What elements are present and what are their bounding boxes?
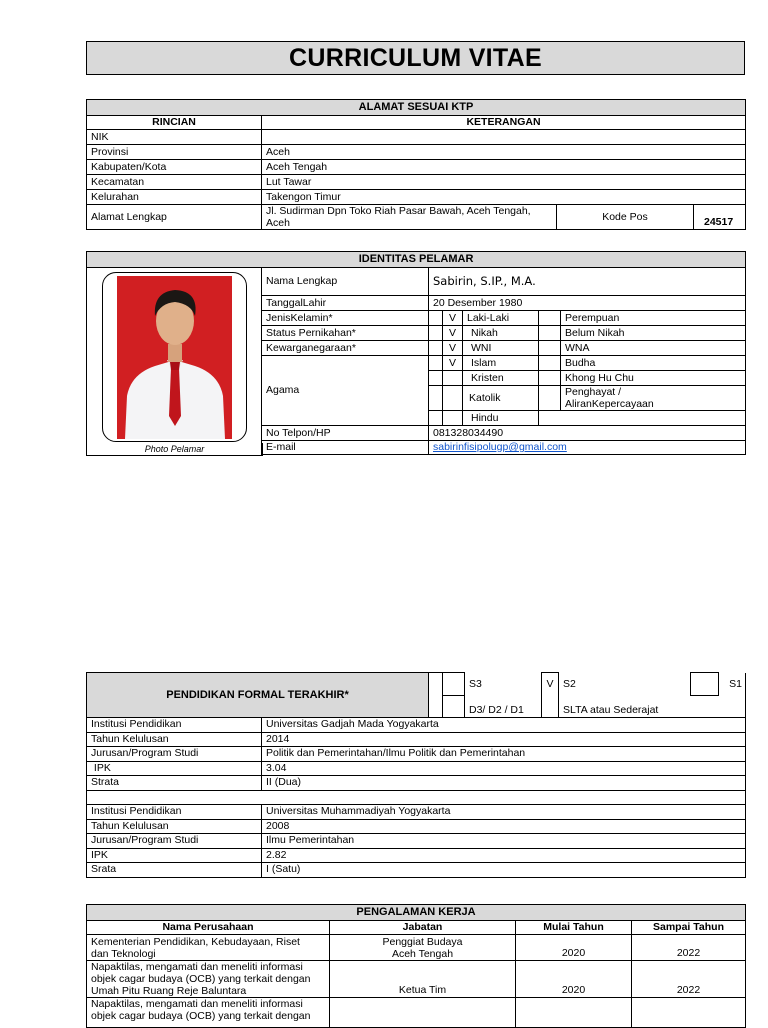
- ktp-address-table: [86, 99, 746, 230]
- perusahaan-line: Kementerian Pendidikan, Kebudayaan, Riset: [91, 935, 300, 948]
- ktp-row-kelurahan: [87, 190, 746, 205]
- jk-check-2: [539, 311, 561, 326]
- edu-value: 2008: [262, 819, 746, 834]
- pendidikan-table: [86, 672, 746, 878]
- edu-value: Universitas Gadjah Mada Yogyakarta: [262, 718, 746, 733]
- kerja-header: PENGALAMAN KERJA: [87, 905, 746, 921]
- alamat-label: Alamat Lengkap: [87, 205, 262, 230]
- perusahaan-line: dan Teknologi: [91, 947, 156, 960]
- perusahaan-line: Napaktilas, mengamati dan meneliti informasi: [91, 961, 303, 973]
- jk-opt-laki: Laki-Laki: [463, 311, 539, 326]
- identitas-header: IDENTITAS PELAMAR: [87, 252, 746, 268]
- agama-opt-hindu: Hindu: [463, 411, 539, 426]
- edu-label: Jurusan/Program Studi: [87, 834, 262, 849]
- kerja-perusahaan: [87, 998, 330, 1028]
- agama-check-kristen: [443, 371, 463, 386]
- warga-check-2: [539, 341, 561, 356]
- d3-label: D3/ D2 / D1: [465, 696, 542, 718]
- pengalaman-kerja-table: [86, 904, 746, 1028]
- applicant-photo: [117, 276, 232, 439]
- edu-value: II (Dua): [262, 776, 746, 791]
- edu-label: Institusi Pendidikan: [87, 718, 262, 733]
- jk-opt-perempuan: Perempuan: [561, 311, 746, 326]
- agama-check-islam: V: [443, 356, 463, 371]
- ktp-row-provinsi: [87, 145, 746, 160]
- agama-opt-katolik: Katolik: [463, 386, 539, 411]
- edu-value: 2014: [262, 732, 746, 747]
- ktp-row-nik: [87, 130, 746, 145]
- warga-opt-wni: WNI: [463, 341, 539, 356]
- kerja-jabatan: Ketua Tim: [330, 961, 516, 998]
- col-keterangan: KETERANGAN: [262, 116, 746, 130]
- perusahaan-line: Napaktilas, mengamati dan meneliti informasi: [91, 998, 303, 1010]
- ktp-label: Kabupaten/Kota: [87, 160, 262, 175]
- ktp-row-alamat: [87, 205, 746, 230]
- edu-label: Srata: [87, 863, 262, 878]
- s3-label: S3: [465, 673, 542, 696]
- kerja-jabatan: [330, 998, 516, 1028]
- agama-opt-islam: Islam: [463, 356, 539, 371]
- jk-check: V: [443, 311, 463, 326]
- kerja-jabatan: [330, 935, 516, 961]
- jk-label: JenisKelamin*: [262, 311, 429, 326]
- nama-label: Nama Lengkap: [262, 268, 429, 296]
- s1-check: [691, 673, 719, 696]
- edu-value: 3.04: [262, 761, 746, 776]
- col-rincian: RINCIAN: [87, 116, 262, 130]
- status-check-2: [539, 326, 561, 341]
- edu-label: Institusi Pendidikan: [87, 805, 262, 820]
- photo-cell: [87, 268, 262, 456]
- perusahaan-line: objek cagar budaya (OCB) yang terkait dengan: [91, 1010, 311, 1022]
- table-row: [87, 935, 746, 961]
- agama-check-penghayat: [539, 386, 561, 411]
- table-row: [87, 961, 746, 998]
- agama-check-hindu: [443, 411, 463, 426]
- agama-check-katolik: [443, 386, 463, 411]
- status-opt-nikah: Nikah: [463, 326, 539, 341]
- nama-value: Sabirin, S.IP., M.A.: [429, 268, 746, 296]
- kerja-mulai: 2020: [516, 961, 632, 998]
- s2-label: S2: [559, 673, 691, 696]
- edu-label: Tahun Kelulusan: [87, 819, 262, 834]
- photo-caption: Photo Pelamar: [86, 443, 263, 456]
- tgl-value: 20 Desember 1980: [429, 296, 746, 311]
- ktp-value: Takengon Timur: [262, 190, 746, 205]
- kerja-sampai: 2022: [632, 961, 746, 998]
- kerja-perusahaan: [87, 961, 330, 998]
- ktp-row-kecamatan: [87, 175, 746, 190]
- identitas-table: [86, 251, 746, 455]
- kodepos-value: 24517: [694, 205, 746, 230]
- email-link[interactable]: sabirinfisipolugp@gmail.com: [433, 441, 567, 453]
- ktp-value: Lut Tawar: [262, 175, 746, 190]
- pendidikan-header: PENDIDIKAN FORMAL TERAKHIR*: [87, 673, 429, 718]
- edu-label: Jurusan/Program Studi: [87, 747, 262, 762]
- ktp-value: Aceh Tengah: [262, 160, 746, 175]
- col-jabatan: Jabatan: [330, 921, 516, 935]
- status-opt-belum: Belum Nikah: [561, 326, 746, 341]
- jabatan-line: Penggiat Budaya: [382, 935, 463, 948]
- table-row: [87, 998, 746, 1028]
- warga-opt-wna: WNA: [561, 341, 746, 356]
- edu-label: Strata: [87, 776, 262, 791]
- kodepos-label: Kode Pos: [557, 205, 694, 230]
- col-mulai: Mulai Tahun: [516, 921, 632, 935]
- warga-label: Kewarganegaraan*: [262, 341, 429, 356]
- agama-opt-penghayat: [561, 386, 746, 411]
- ktp-label: Kecamatan: [87, 175, 262, 190]
- status-check: V: [443, 326, 463, 341]
- s3-check: [443, 673, 465, 696]
- kerja-mulai: [516, 998, 632, 1028]
- status-label: Status Pernikahan*: [262, 326, 429, 341]
- agama-opt-kristen: Kristen: [463, 371, 539, 386]
- perusahaan-line: objek cagar budaya (OCB) yang terkait dengan: [91, 973, 311, 985]
- kerja-sampai: [632, 998, 746, 1028]
- ktp-header: ALAMAT SESUAI KTP: [87, 100, 746, 116]
- agama-check-khonghucu: [539, 371, 561, 386]
- ktp-label: NIK: [87, 130, 262, 145]
- s2-check: V: [542, 673, 559, 696]
- tgl-label: TanggalLahir: [262, 296, 429, 311]
- s1-label: S1: [719, 673, 746, 696]
- telp-value: 081328034490: [429, 426, 746, 441]
- edu-value: Universitas Muhammadiyah Yogyakarta: [262, 805, 746, 820]
- edu-label: IPK: [87, 848, 262, 863]
- penghayat-line-2: AliranKepercayaan: [565, 398, 654, 410]
- ktp-value: Aceh: [262, 145, 746, 160]
- slta-label: SLTA atau Sederajat: [559, 696, 746, 718]
- perusahaan-line: Umah Pitu Ruang Reje Baluntara: [91, 985, 247, 997]
- edu-value: 2.82: [262, 848, 746, 863]
- kerja-perusahaan: [87, 935, 330, 961]
- ktp-row-kabupaten: [87, 160, 746, 175]
- ktp-label: Provinsi: [87, 145, 262, 160]
- warga-check: V: [443, 341, 463, 356]
- edu-spacer-row: [87, 790, 746, 805]
- col-sampai: Sampai Tahun: [632, 921, 746, 935]
- document-title: CURRICULUM VITAE: [86, 41, 745, 75]
- edu-label: IPK: [87, 761, 262, 776]
- alamat-value: Jl. Sudirman Dpn Toko Riah Pasar Bawah, Aceh Tengah, Aceh: [262, 205, 557, 230]
- telp-label: No Telpon/HP: [262, 426, 429, 441]
- col-perusahaan: Nama Perusahaan: [87, 921, 330, 935]
- kerja-sampai: 2022: [632, 935, 746, 961]
- edu-label: Tahun Kelulusan: [87, 732, 262, 747]
- photo-frame: [102, 272, 247, 442]
- email-label: E-mail: [262, 441, 429, 455]
- ktp-label: Kelurahan: [87, 190, 262, 205]
- agama-opt-khonghucu: Khong Hu Chu: [561, 371, 746, 386]
- ktp-value: [262, 130, 746, 145]
- edu-value: I (Satu): [262, 863, 746, 878]
- edu-value: Politik dan Pemerintahan/Ilmu Politik dan Pemerintahan: [262, 747, 746, 762]
- penghayat-line-1: Penghayat /: [565, 386, 622, 398]
- agama-opt-budha: Budha: [561, 356, 746, 371]
- kerja-mulai: 2020: [516, 935, 632, 961]
- agama-label: Agama: [262, 356, 429, 426]
- edu-value: Ilmu Pemerintahan: [262, 834, 746, 849]
- agama-check-budha: [539, 356, 561, 371]
- jabatan-line: Aceh Tengah: [391, 947, 454, 960]
